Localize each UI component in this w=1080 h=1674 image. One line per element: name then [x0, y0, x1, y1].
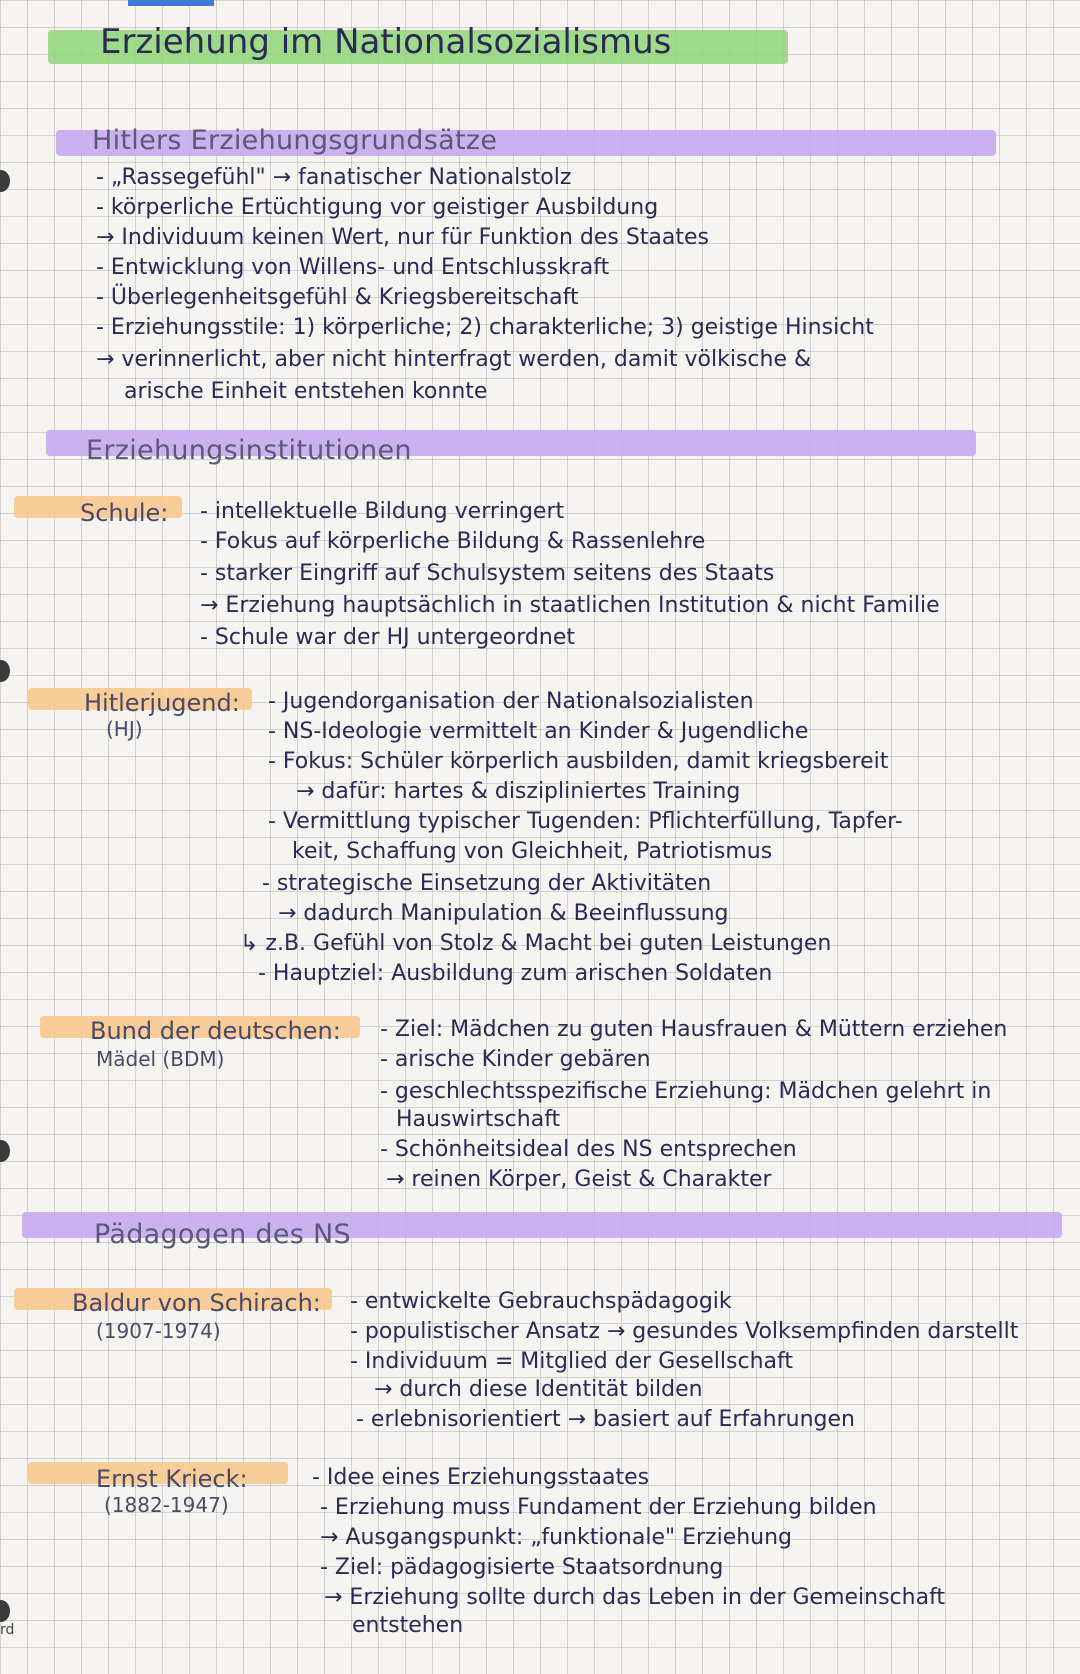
list-item: - Fokus auf körperliche Bildung & Rassenlehre [200, 529, 706, 554]
list-item: - Individuum = Mitglied der Gesellschaft [350, 1349, 793, 1374]
list-item: ↳ z.B. Gefühl von Stolz & Macht bei guten Leistungen [240, 931, 832, 956]
list-item: → Ausgangspunkt: „funktionale" Erziehung [320, 1525, 793, 1550]
list-item: → Erziehung sollte durch das Leben in der Gemeinschaft [324, 1585, 946, 1610]
list-item: - Erziehungsstile: 1) körperliche; 2) charakterliche; 3) geistige Hinsicht [96, 315, 874, 340]
binder-ring [0, 1140, 10, 1162]
list-item: - geschlechtsspezifische Erziehung: Mädchen gelehrt in [380, 1079, 992, 1104]
list-item: - Schönheitsideal des NS entsprechen [380, 1137, 797, 1162]
list-item: → reinen Körper, Geist & Charakter [386, 1167, 772, 1192]
list-item: - Idee eines Erziehungsstaates [312, 1465, 650, 1490]
list-item: - strategische Einsetzung der Aktivitäten [262, 871, 712, 896]
label-schirach: Baldur von Schirach: [72, 1289, 321, 1317]
list-item: → dadurch Manipulation & Beeinflussung [278, 901, 729, 926]
list-item: - Hauptziel: Ausbildung zum arischen Soldaten [258, 961, 773, 986]
list-item: - Schule war der HJ untergeordnet [200, 625, 575, 650]
list-item: - körperliche Ertüchtigung vor geistiger Ausbildung [96, 195, 659, 220]
list-item: Hauswirtschaft [396, 1107, 561, 1132]
list-item: → Erziehung hauptsächlich in staatlichen Institution & nicht Familie [200, 593, 940, 618]
label-hitlerjugend: Hitlerjugend: [84, 689, 240, 717]
list-item: → durch diese Identität bilden [374, 1377, 703, 1402]
list-item: - Jugendorganisation der Nationalsozialisten [268, 689, 754, 714]
sublabel-schirach: (1907-1974) [96, 1319, 221, 1343]
binder-ring [0, 170, 10, 192]
sublabel-krieck: (1882-1947) [104, 1493, 229, 1517]
page-title: Erziehung im Nationalsozialismus [100, 22, 672, 62]
list-item: - entwickelte Gebrauchspädagogik [350, 1289, 732, 1314]
section-heading-institutionen: Erziehungsinstitutionen [86, 435, 412, 466]
corner-text: rd [0, 1622, 15, 1638]
list-item: - „Rassegefühl" → fanatischer Nationalstolz [96, 165, 572, 190]
list-item: - Fokus: Schüler körperlich ausbilden, damit kriegsbereit [268, 749, 889, 774]
list-item: - erlebnisorientiert → basiert auf Erfahrungen [356, 1407, 855, 1432]
sublabel-bdm: Mädel (BDM) [96, 1047, 225, 1071]
list-item: - Vermittlung typischer Tugenden: Pflichterfüllung, Tapfer- [268, 809, 903, 834]
list-item: - Erziehung muss Fundament der Erziehung bilden [320, 1495, 877, 1520]
list-item: → verinnerlicht, aber nicht hinterfragt werden, damit völkische & [96, 347, 812, 372]
list-item: entstehen [352, 1613, 464, 1638]
label-krieck: Ernst Krieck: [96, 1465, 248, 1493]
list-item: - Entwicklung von Willens- und Entschlusskraft [96, 255, 610, 280]
list-item: - arische Kinder gebären [380, 1047, 651, 1072]
label-schule: Schule: [80, 499, 169, 527]
top-tab-marker [128, 0, 214, 6]
list-item: - Überlegenheitsgefühl & Kriegsbereitschaft [96, 285, 579, 310]
list-item: - NS-Ideologie vermittelt an Kinder & Jugendliche [268, 719, 809, 744]
section-heading-grundsaetze: Hitlers Erziehungsgrundsätze [92, 125, 498, 156]
list-item: - starker Eingriff auf Schulsystem seitens des Staats [200, 561, 775, 586]
list-item: - Ziel: Mädchen zu guten Hausfrauen & Müttern erziehen [380, 1017, 1008, 1042]
label-bdm: Bund der deutschen: [90, 1017, 341, 1045]
list-item: - intellektuelle Bildung verringert [200, 499, 565, 524]
binder-ring [0, 1600, 10, 1622]
list-item: arische Einheit entstehen konnte [124, 379, 488, 404]
list-item: → dafür: hartes & diszipliniertes Training [296, 779, 741, 804]
list-item: keit, Schaffung von Gleichheit, Patriotismus [292, 839, 773, 864]
list-item: - Ziel: pädagogisierte Staatsordnung [320, 1555, 724, 1580]
sublabel-hj: (HJ) [106, 717, 143, 741]
section-heading-paedagogen: Pädagogen des NS [94, 1219, 351, 1250]
list-item: - populistischer Ansatz → gesundes Volksempfinden darstellt [350, 1319, 1019, 1344]
list-item: → Individuum keinen Wert, nur für Funktion des Staates [96, 225, 710, 250]
binder-ring [0, 660, 10, 682]
